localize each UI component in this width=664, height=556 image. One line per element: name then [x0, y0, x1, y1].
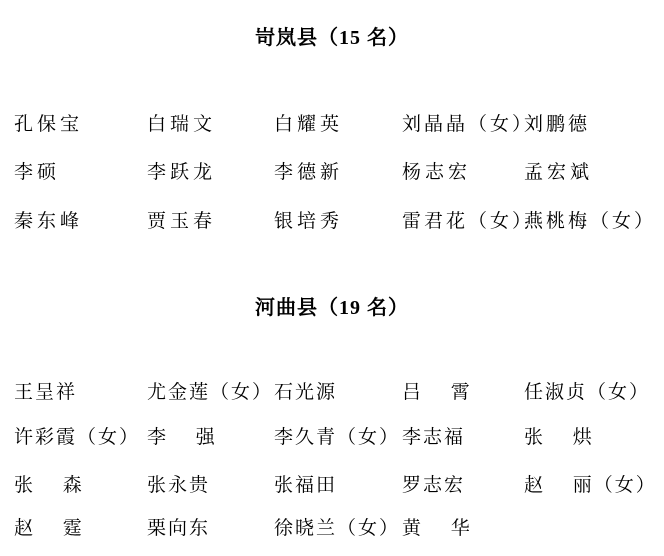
name-cell: 李跃龙 — [147, 162, 217, 183]
name-cell: 银培秀 — [274, 211, 344, 232]
name-row — [0, 518, 664, 542]
name-cell: 秦东峰 — [14, 211, 84, 232]
name-cell: 罗志宏 — [402, 475, 466, 496]
section-title-hequ: 河曲县（19 名） — [255, 297, 409, 319]
name-cell: 杨志宏 — [402, 162, 472, 183]
name-row — [0, 427, 664, 451]
name-row — [0, 475, 664, 499]
section-title-kelan: 岢岚县（15 名） — [255, 27, 409, 49]
name-row — [0, 162, 664, 186]
name-cell: 王呈祥 — [14, 382, 78, 403]
name-cell: 张福田 — [274, 475, 338, 496]
name-cell: 刘鹏德 — [524, 114, 591, 135]
name-row — [0, 114, 664, 138]
name-cell: 吕 霄 — [402, 382, 472, 403]
name-cell: 李志福 — [402, 427, 466, 448]
name-cell: 孔保宝 — [14, 114, 84, 135]
name-cell: 许彩霞（女） — [14, 427, 141, 448]
name-cell: 白耀英 — [274, 114, 344, 135]
name-cell: 贾玉春 — [147, 211, 217, 232]
name-cell: 孟宏斌 — [524, 162, 594, 183]
name-cell: 李德新 — [274, 162, 344, 183]
name-cell: 黄 华 — [402, 518, 472, 539]
name-row — [0, 211, 664, 235]
name-cell: 任淑贞（女） — [524, 382, 651, 403]
name-cell: 李 强 — [147, 427, 217, 448]
name-cell: 栗向东 — [147, 518, 211, 539]
name-cell: 张永贵 — [147, 475, 211, 496]
name-cell: 雷君花（女） — [402, 211, 535, 232]
name-row — [0, 382, 664, 406]
name-cell: 徐晓兰（女） — [274, 518, 401, 539]
name-cell: 燕桃梅（女） — [524, 211, 657, 232]
name-cell: 赵 霆 — [14, 518, 84, 539]
name-cell: 石光源 — [274, 382, 338, 403]
name-cell: 李久青（女） — [274, 427, 401, 448]
name-cell: 李硕 — [14, 162, 61, 183]
name-cell: 尤金莲（女） — [147, 382, 274, 403]
name-cell: 白瑞文 — [147, 114, 217, 135]
name-cell: 张 森 — [14, 475, 84, 496]
name-cell: 张 烘 — [524, 427, 594, 448]
name-cell: 刘晶晶（女） — [402, 114, 535, 135]
name-cell: 赵 丽（女） — [524, 475, 657, 496]
